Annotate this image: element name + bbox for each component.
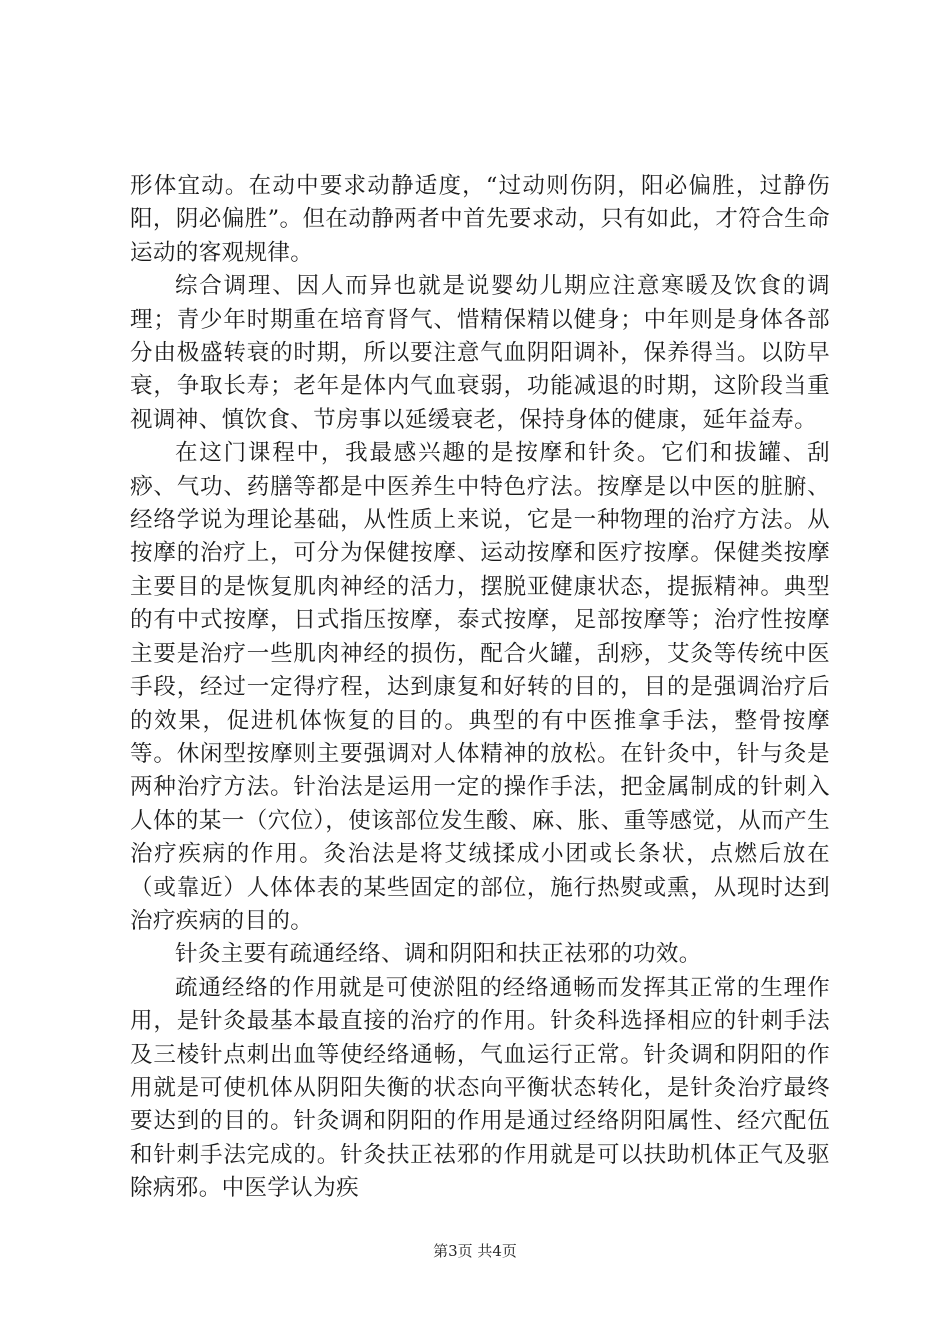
paragraph-4: 针灸主要有疏通经络、调和阴阳和扶正祛邪的功效。 — [175, 941, 702, 968]
document-body — [130, 170, 830, 1206]
page-number-footer: 第3页 共4页 — [433, 1242, 517, 1260]
paragraph-1: 形体宜动。在动中要求动静适度，“过动则伤阴，阳必偏胜，过静伤阳，阴必偏胜”。但在动静两者中首先要求动，只有如此，才符合生命运动的客观规律。 — [130, 173, 830, 266]
paragraph-5: 疏通经络的作用就是可使淤阻的经络通畅而发挥其正常的生理作用，是针灸最基本最直接的治疗的作用。针灸科选择相应的针刺手法及三棱针点刺出血等使经络通畅，气血运行正常。针灸调和阴阳的作用就是可使机体从阴阳失衡的状态向平衡状态转化，是针灸治疗最终要达到的目的。针灸调和阴阳的作用是通过经络阴阳属性、经穴配伍和针刺手法完成的。针灸扶正祛邪的作用就是可以扶助机体正气及驱除病邪。中医学认为疾 — [130, 974, 830, 1202]
paragraph-3: 在这门课程中，我最感兴趣的是按摩和针灸。它们和拔罐、刮痧、气功、药膳等都是中医养生中特色疗法。按摩是以中医的脏腑、经络学说为理论基础，从性质上来说，它是一种物理的治疗方法。从按摩的治疗上，可分为保健按摩、运动按摩和医疗按摩。保健类按摩主要目的是恢复肌肉神经的活力，摆脱亚健康状态，提振精神。典型的有中式按摩，日式指压按摩，泰式按摩，足部按摩等；治疗性按摩主要是治疗一些肌肉神经的损伤，配合火罐，刮痧，艾灸等传统中医手段，经过一定得疗程，达到康复和好转的目的，目的是强调治疗后的效果，促进机体恢复的目的。典型的有中医推拿手法，整骨按摩等。休闲型按摩则主要强调对人体精神的放松。在针灸中，针与灸是两种治疗方法。针治法是运用一定的操作手法，把金属制成的针刺入人体的某一（穴位），使该部位发生酸、麻、胀、重等感觉，从而产生治疗疾病的作用。灸治法是将艾绒揉成小团或长条状，点燃后放在（或靠近）人体体表的某些固定的部位，施行热熨或熏，从现时达到治疗疾病的目的。 — [130, 440, 830, 934]
paragraph-2: 综合调理、因人而异也就是说婴幼儿期应注意寒暖及饮食的调理；青少年时期重在培育肾气、惜精保精以健身；中年则是身体各部分由极盛转衰的时期，所以要注意气血阴阳调补，保养得当。以防早衰，争取长寿；老年是体内气血衰弱，功能减退的时期，这阶段当重视调神、慎饮食、节房事以延缓衰老，保持身体的健康，延年益寿。 — [130, 273, 830, 433]
